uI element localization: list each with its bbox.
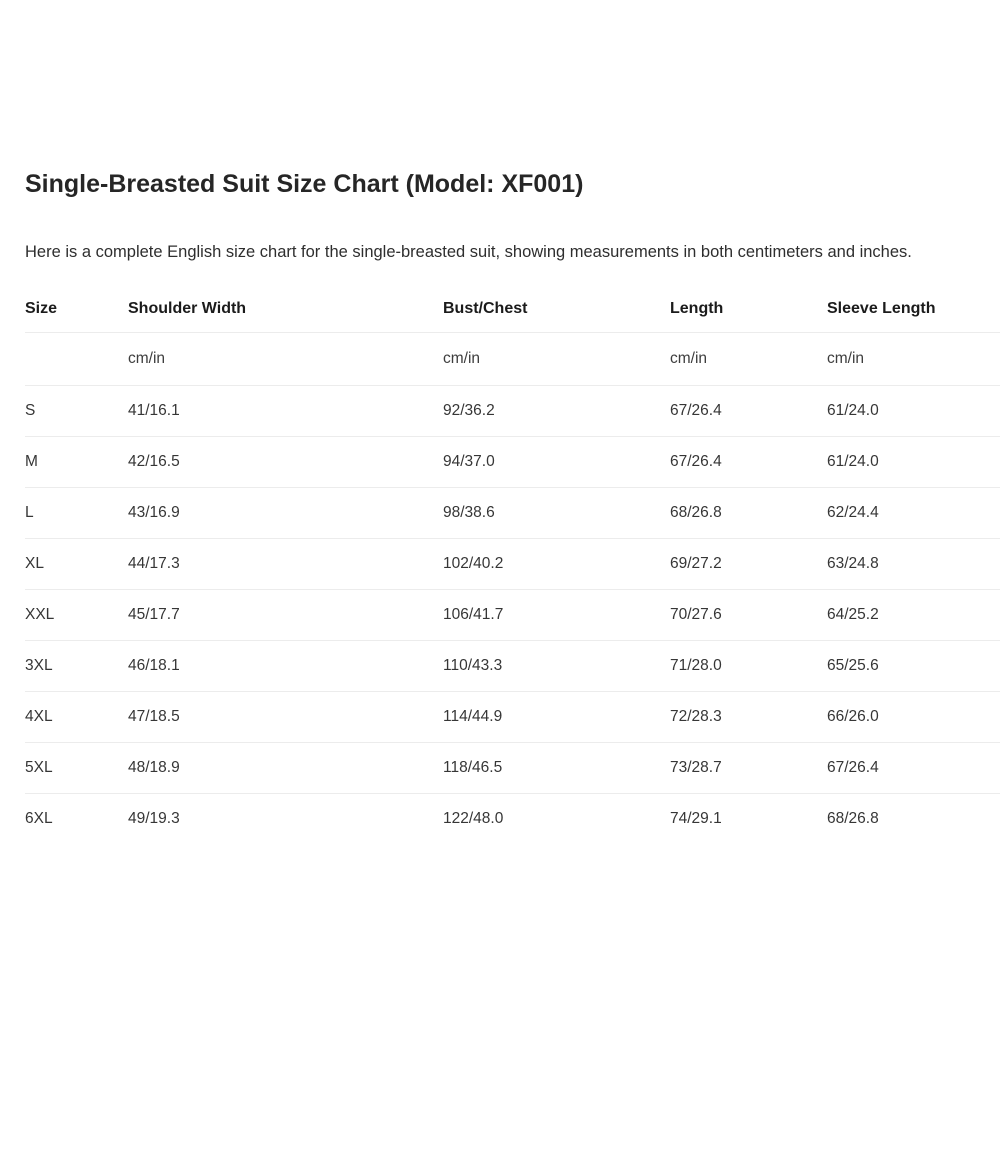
shoulder-width-cell: 43/16.9 [128,488,443,539]
sleeve-length-cell: 65/25.6 [827,641,1000,692]
sleeve-length-cell: 66/26.0 [827,692,1000,743]
bust-chest-cell: 106/41.7 [443,590,670,641]
table-row-5xl [25,743,1000,794]
size-cell: L [25,488,128,539]
bust-chest-cell: 94/37.0 [443,437,670,488]
size-cell: 4XL [25,692,128,743]
table-row-xxl [25,590,1000,641]
size-cell: S [25,386,128,437]
length-cell: 69/27.2 [670,539,827,590]
column-header-bust-chest: Bust/Chest [443,285,670,333]
table-row-s [25,386,1000,437]
column-header-shoulder-width: Shoulder Width [128,285,443,333]
page-title: Single-Breasted Suit Size Chart (Model: XF001) [25,170,584,198]
table-row-3xl [25,641,1000,692]
sleeve-length-cell: 61/24.0 [827,437,1000,488]
size-chart-table [25,285,1000,844]
table-row-6xl [25,794,1000,845]
table-row-xl [25,539,1000,590]
size-cell: 5XL [25,743,128,794]
bust-chest-cell: 102/40.2 [443,539,670,590]
size-cell: M [25,437,128,488]
unit-cell-empty [25,333,128,386]
bust-chest-cell: 98/38.6 [443,488,670,539]
size-cell: XL [25,539,128,590]
shoulder-width-cell: 41/16.1 [128,386,443,437]
sleeve-length-cell: 63/24.8 [827,539,1000,590]
shoulder-width-cell: 42/16.5 [128,437,443,488]
size-cell: 3XL [25,641,128,692]
column-header-length: Length [670,285,827,333]
table-row-4xl [25,692,1000,743]
length-cell: 68/26.8 [670,488,827,539]
sleeve-length-cell: 68/26.8 [827,810,879,827]
bust-chest-cell: 110/43.3 [443,641,670,692]
column-header-sleeve-length: Sleeve Length [827,285,1000,333]
shoulder-width-cell: 45/17.7 [128,590,443,641]
length-cell: 72/28.3 [670,692,827,743]
table-row-m [25,437,1000,488]
size-cell: 6XL [25,810,53,827]
length-cell: 67/26.4 [670,437,827,488]
bust-chest-cell: 92/36.2 [443,386,670,437]
unit-cell: cm/in [670,333,827,386]
intro-text: Here is a complete English size chart for the single-breasted suit, showing measurements in both centimeters and inches. [25,243,912,261]
length-cell: 70/27.6 [670,590,827,641]
unit-row [25,333,1000,386]
sleeve-length-cell: 62/24.4 [827,488,1000,539]
bust-chest-cell: 114/44.9 [443,692,670,743]
shoulder-width-cell: 44/17.3 [128,539,443,590]
length-cell: 67/26.4 [670,386,827,437]
unit-cell: cm/in [443,333,670,386]
size-cell: XXL [25,590,128,641]
length-cell: 73/28.7 [670,743,827,794]
shoulder-width-cell: 48/18.9 [128,743,443,794]
column-header-size: Size [25,285,128,333]
length-cell: 71/28.0 [670,641,827,692]
table-row-l [25,488,1000,539]
unit-cell: cm/in [827,333,1000,386]
sleeve-length-cell: 61/24.0 [827,386,1000,437]
unit-cell: cm/in [128,333,443,386]
shoulder-width-cell: 47/18.5 [128,692,443,743]
length-cell: 74/29.1 [670,810,722,827]
bust-chest-cell: 122/48.0 [443,810,504,827]
shoulder-width-cell: 49/19.3 [128,810,180,827]
sleeve-length-cell: 64/25.2 [827,590,1000,641]
sleeve-length-cell: 67/26.4 [827,743,1000,794]
header-row [25,285,1000,333]
shoulder-width-cell: 46/18.1 [128,641,443,692]
bust-chest-cell: 118/46.5 [443,743,670,794]
